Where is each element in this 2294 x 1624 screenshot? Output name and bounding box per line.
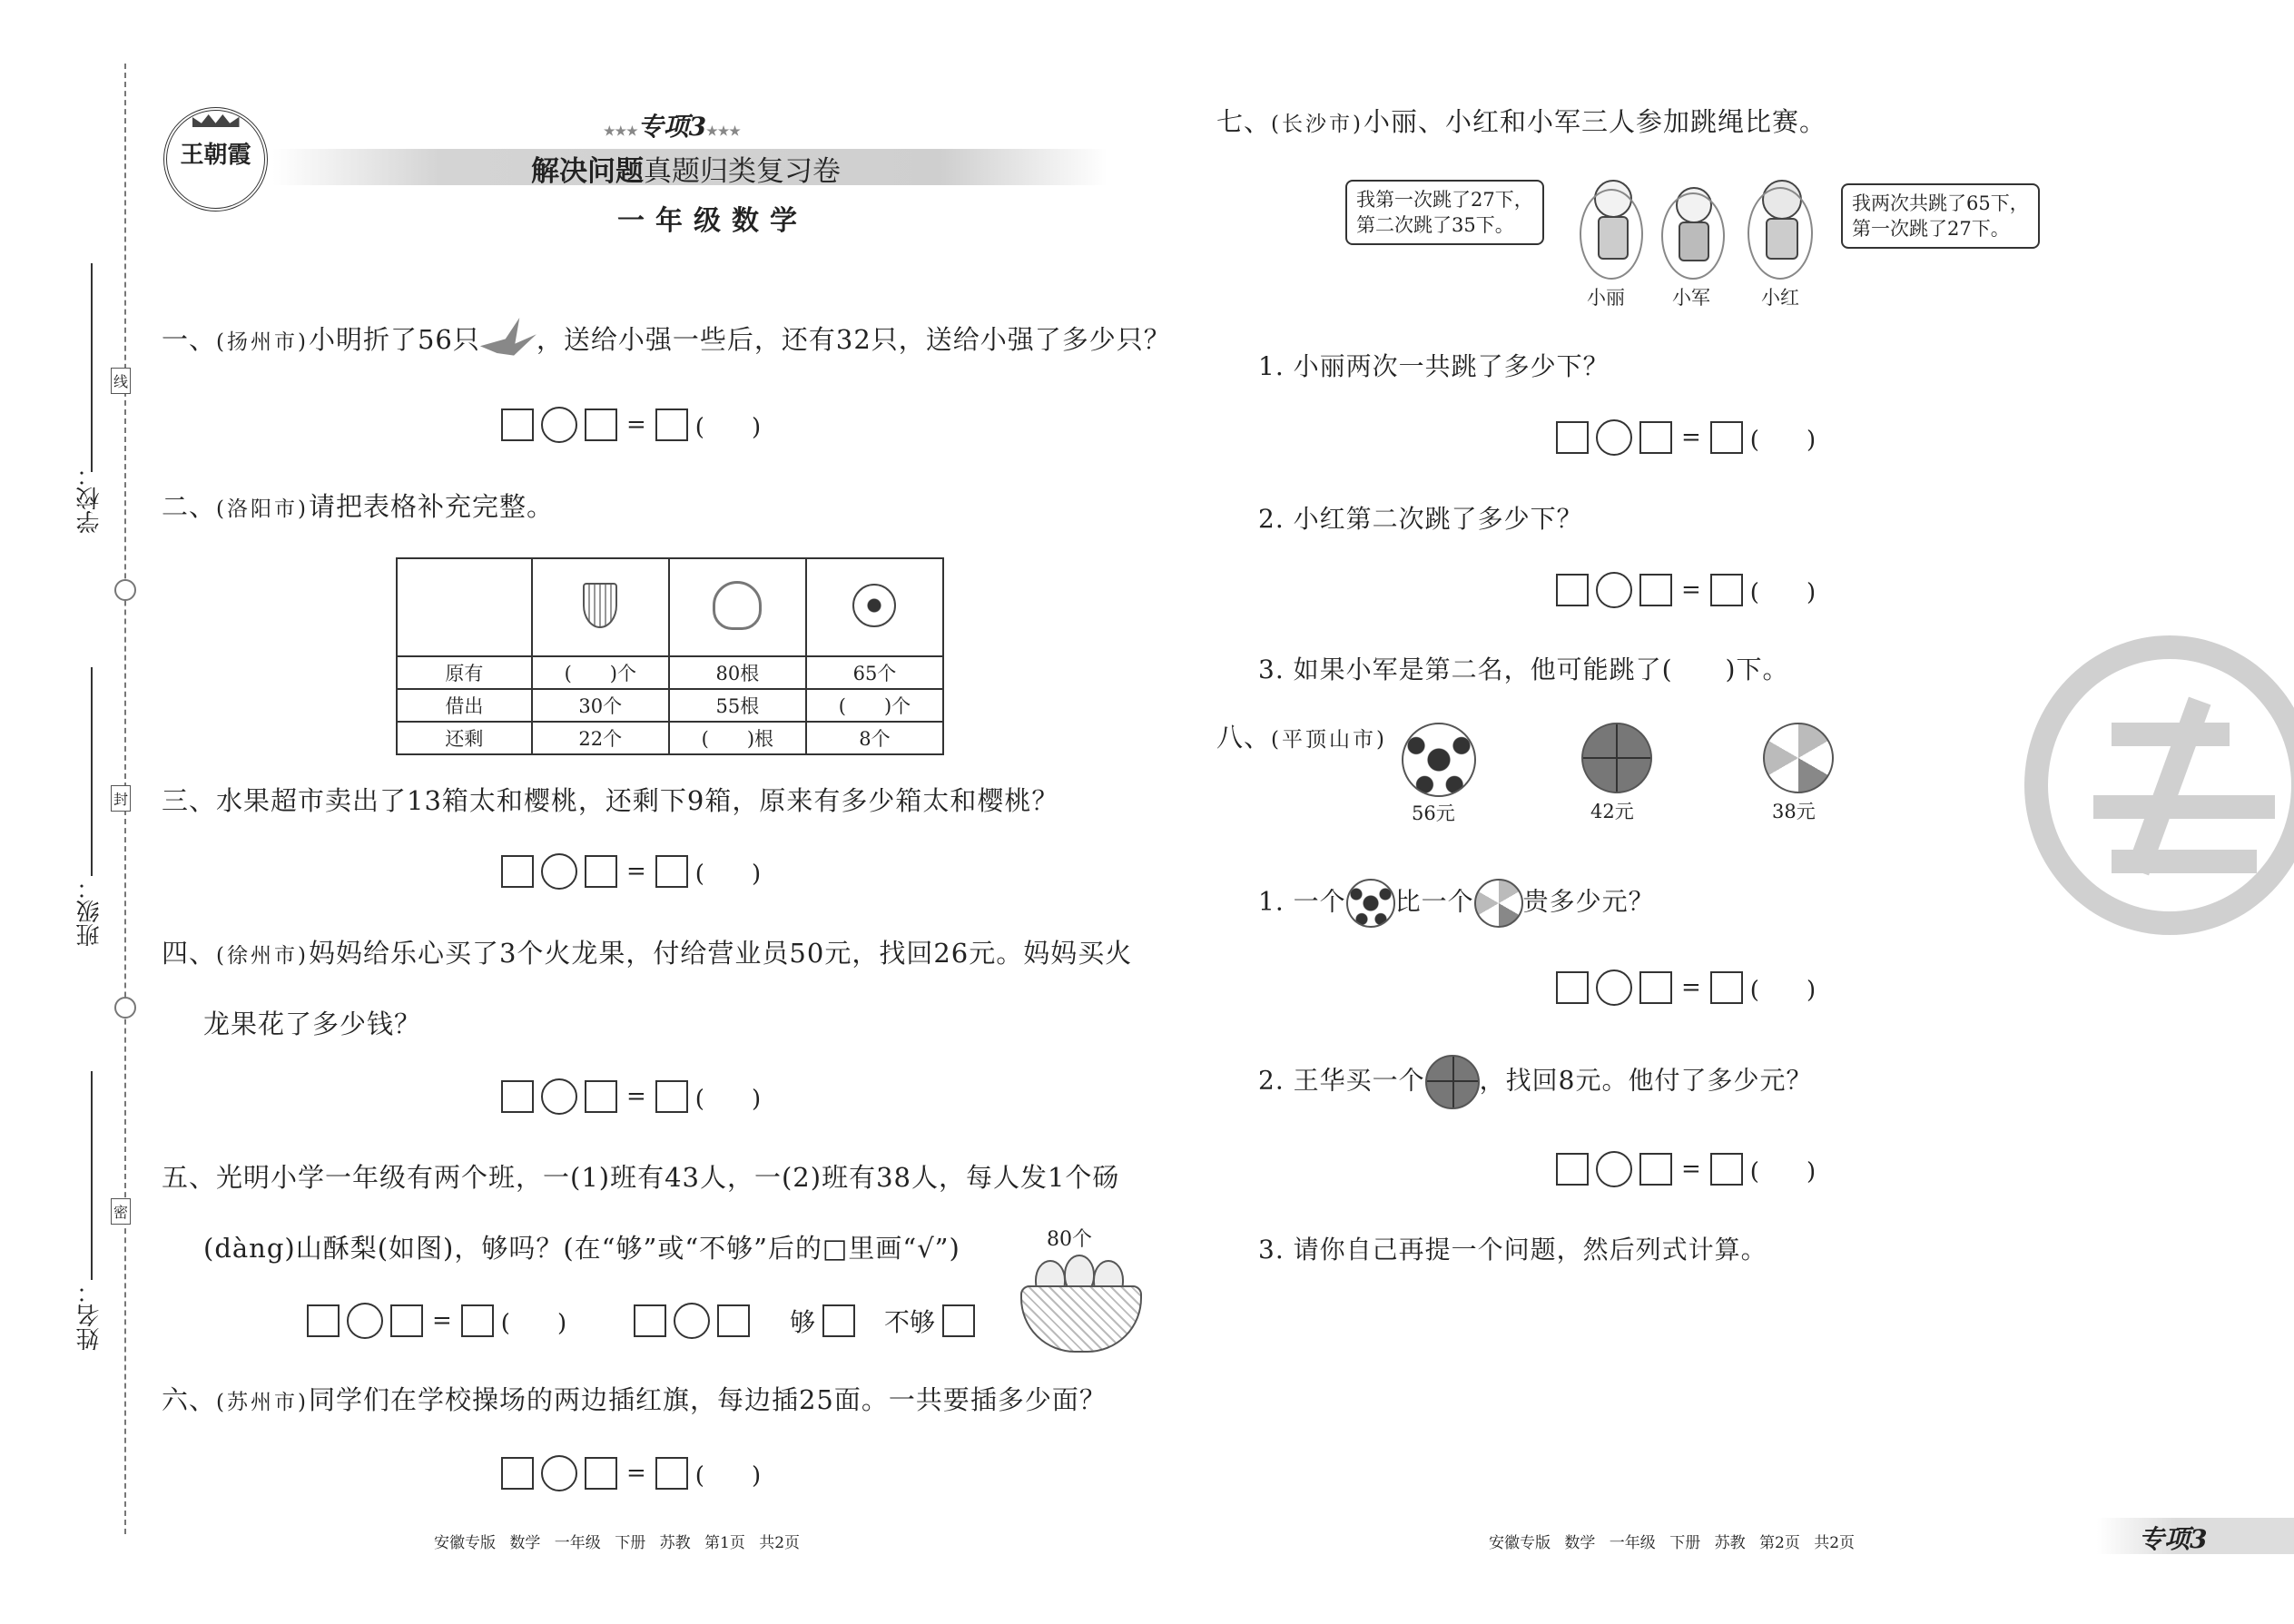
enough-checkbox[interactable] bbox=[822, 1304, 855, 1337]
kid-name-xiaoli: 小丽 bbox=[1587, 287, 1625, 309]
mark-line: 线 bbox=[111, 368, 131, 394]
q3-text: 三、水果超市卖出了13箱太和樱桃，还剩下9箱，原来有多少箱太和樱桃？ bbox=[162, 785, 1059, 816]
header-title: 解决问题真题归类复习卷 bbox=[531, 155, 841, 188]
answer-box[interactable] bbox=[1710, 1153, 1743, 1186]
q8-sub2: 2. 王华买一个 ，找回8元。他付了多少元？ bbox=[1258, 1055, 1812, 1109]
pear-basket-icon bbox=[1017, 1253, 1144, 1353]
header-grade: 一年级数学 bbox=[617, 205, 808, 237]
answer-box[interactable] bbox=[1710, 574, 1743, 606]
q4-equation: = ( ) bbox=[501, 1078, 761, 1115]
operator-circle[interactable] bbox=[674, 1303, 710, 1339]
answer-box[interactable] bbox=[1639, 1153, 1672, 1186]
unit-blank[interactable]: ( ) bbox=[694, 413, 762, 441]
basketball-icon bbox=[1581, 723, 1652, 793]
q8-text: 八、(平顶山市) bbox=[1216, 722, 1387, 753]
unit-blank[interactable]: ( ) bbox=[1749, 976, 1816, 1004]
q8-sub3: 3. 请你自己再提一个问题，然后列式计算。 bbox=[1258, 1235, 1767, 1265]
unit-blank[interactable]: ( ) bbox=[694, 860, 762, 888]
q7-sub3: 3. 如果小军是第二名，他可能跳了( )下。 bbox=[1258, 655, 1789, 684]
answer-box[interactable] bbox=[501, 408, 534, 441]
answer-box[interactable] bbox=[501, 855, 534, 888]
q6-equation: = ( ) bbox=[501, 1455, 761, 1491]
name-label: 姓名： bbox=[76, 1280, 103, 1351]
answer-box[interactable] bbox=[585, 1080, 617, 1113]
q1-equation: = ( ) bbox=[501, 407, 761, 443]
shuttlecock-icon bbox=[583, 583, 617, 628]
logo-emblem bbox=[163, 107, 268, 212]
q7-text: 七、(长沙市)小丽、小红和小军三人参加跳绳比赛。 bbox=[1216, 106, 1826, 137]
left-footer: 安徽专版 数学 一年级 下册 苏教 第1页 共2页 bbox=[434, 1534, 801, 1552]
answer-box[interactable] bbox=[655, 408, 688, 441]
basketball-icon bbox=[1425, 1055, 1480, 1109]
school-field[interactable] bbox=[91, 263, 93, 472]
answer-box[interactable] bbox=[390, 1304, 423, 1337]
operator-circle[interactable] bbox=[1596, 1151, 1632, 1187]
answer-box[interactable] bbox=[307, 1304, 340, 1337]
operator-circle[interactable] bbox=[1596, 969, 1632, 1006]
operator-circle[interactable] bbox=[541, 1455, 577, 1491]
operator-circle[interactable] bbox=[541, 1078, 577, 1115]
unit-blank[interactable]: ( ) bbox=[1749, 578, 1816, 606]
kid-name-xiaojun: 小军 bbox=[1672, 287, 1710, 309]
girl2-jumping-rope-icon bbox=[1748, 180, 1813, 280]
answer-box[interactable] bbox=[655, 855, 688, 888]
q2-text: 二、(洛阳市)请把表格补充完整。 bbox=[162, 491, 554, 522]
section-tab: 专项3 bbox=[2097, 1518, 2294, 1554]
operator-circle[interactable] bbox=[1596, 572, 1632, 608]
answer-box[interactable] bbox=[1710, 971, 1743, 1004]
q3-equation: = ( ) bbox=[501, 853, 761, 890]
operator-circle[interactable] bbox=[347, 1303, 383, 1339]
answer-box[interactable] bbox=[501, 1080, 534, 1113]
name-field[interactable] bbox=[91, 1071, 93, 1280]
answer-box[interactable] bbox=[655, 1080, 688, 1113]
price-football: 56元 bbox=[1412, 802, 1455, 824]
answer-box[interactable] bbox=[501, 1457, 534, 1490]
answer-box[interactable] bbox=[1556, 421, 1589, 454]
enough-label: 够 bbox=[790, 1307, 816, 1337]
q5-compare bbox=[634, 1303, 975, 1339]
table-row: 还剩 22个 ( )根 8个 bbox=[397, 722, 943, 754]
confidential-watermark-icon bbox=[2024, 635, 2294, 935]
table-header-shuttlecock bbox=[532, 558, 669, 656]
binding-hole-icon bbox=[114, 997, 136, 1019]
right-footer: 安徽专版 数学 一年级 下册 苏教 第2页 共2页 bbox=[1489, 1534, 1856, 1552]
star-icon: ★★★ bbox=[706, 124, 741, 139]
speech-bubble-xiaohong: 我两次共跳了65下， 第一次跳了27下。 bbox=[1841, 183, 2040, 249]
answer-box[interactable] bbox=[585, 855, 617, 888]
answer-box[interactable] bbox=[585, 1457, 617, 1490]
crown-icon bbox=[192, 114, 240, 127]
beach-ball-icon bbox=[1474, 879, 1523, 928]
unit-blank[interactable]: ( ) bbox=[694, 1085, 762, 1113]
unit-blank[interactable]: ( ) bbox=[1749, 1157, 1816, 1186]
table-row: 借出 30个 55根 ( )个 bbox=[397, 689, 943, 722]
answer-box[interactable] bbox=[717, 1304, 750, 1337]
basket-label: 80个 bbox=[1047, 1228, 1092, 1251]
table-row: 原有 ( )个 80根 65个 bbox=[397, 656, 943, 689]
answer-box[interactable] bbox=[1556, 574, 1589, 606]
q5-text-line2: (dàng)山酥梨(如图)，够吗？(在“够”或“不够”后的□里画“√”) bbox=[203, 1233, 960, 1264]
operator-circle[interactable] bbox=[1596, 419, 1632, 456]
q5-equation: = ( ) bbox=[307, 1303, 566, 1339]
football-icon bbox=[852, 584, 896, 627]
answer-box[interactable] bbox=[634, 1304, 666, 1337]
speech-bubble-xiaoli: 我第一次跳了27下， 第二次跳了35下。 bbox=[1345, 180, 1544, 245]
girl-jumping-rope-icon bbox=[1580, 180, 1643, 280]
q8-sub1-equation: = ( ) bbox=[1556, 969, 1816, 1006]
q6-text: 六、(苏州市)同学们在学校操场的两边插红旗，每边插25面。一共要插多少面？ bbox=[162, 1384, 1107, 1415]
answer-box[interactable] bbox=[1556, 971, 1589, 1004]
unit-blank[interactable]: ( ) bbox=[500, 1309, 567, 1337]
q1-text: 一、(扬州市)小明折了56只 ，送给小强一些后，还有32只，送给小强了多少只？ bbox=[162, 318, 1171, 365]
unit-blank[interactable]: ( ) bbox=[694, 1462, 762, 1490]
school-label: 学校： bbox=[76, 463, 103, 534]
not-enough-label: 不够 bbox=[884, 1307, 936, 1337]
q7-sub1-equation: = ( ) bbox=[1556, 419, 1816, 456]
logo-text: 王朝霞 bbox=[180, 142, 251, 169]
q4-text-line2: 龙果花了多少钱？ bbox=[203, 1009, 422, 1039]
q8-sub1: 1. 一个 比一个 贵多少元？ bbox=[1258, 879, 1655, 928]
table-header-football bbox=[806, 558, 943, 656]
jump-rope-icon bbox=[713, 581, 762, 630]
q8-sub2-equation: = ( ) bbox=[1556, 1151, 1816, 1187]
q7-sub1: 1. 小丽两次一共跳了多少下？ bbox=[1258, 351, 1610, 381]
answer-box[interactable] bbox=[461, 1304, 494, 1337]
football-icon bbox=[1346, 879, 1395, 928]
football-icon bbox=[1402, 723, 1476, 797]
not-enough-checkbox[interactable] bbox=[942, 1304, 975, 1337]
answer-box[interactable] bbox=[1639, 421, 1672, 454]
q5-text-line1: 五、光明小学一年级有两个班，一(1)班有43人，一(2)班有38人，每人发1个砀 bbox=[162, 1162, 1120, 1193]
price-beachball: 38元 bbox=[1772, 801, 1816, 822]
header-series: ★★★专项3★★★ bbox=[604, 112, 741, 142]
answer-box[interactable] bbox=[1639, 971, 1672, 1004]
boy-jumping-rope-icon bbox=[1661, 187, 1725, 281]
class-label: 班级： bbox=[76, 876, 103, 947]
mark-close: 密 bbox=[111, 1198, 131, 1225]
q7-sub2: 2. 小红第二次跳了多少下？ bbox=[1258, 504, 1583, 534]
star-icon: ★★★ bbox=[604, 124, 638, 139]
table-corner bbox=[397, 558, 532, 656]
q4-text-line1: 四、(徐州市)妈妈给乐心买了3个火龙果，付给营业员50元，找回26元。妈妈买火 bbox=[162, 938, 1133, 969]
class-field[interactable] bbox=[91, 667, 93, 876]
answer-box[interactable] bbox=[1639, 574, 1672, 606]
price-basketball: 42元 bbox=[1590, 801, 1634, 822]
paper-crane-icon bbox=[480, 318, 537, 365]
answer-box[interactable] bbox=[585, 408, 617, 441]
q7-sub2-equation: = ( ) bbox=[1556, 572, 1816, 608]
table-header-jumprope bbox=[669, 558, 806, 656]
mark-seal: 封 bbox=[111, 785, 131, 812]
answer-box[interactable] bbox=[1710, 421, 1743, 454]
beach-ball-icon bbox=[1763, 723, 1834, 793]
binding-hole-icon bbox=[114, 579, 136, 601]
operator-circle[interactable] bbox=[541, 853, 577, 890]
answer-box[interactable] bbox=[1556, 1153, 1589, 1186]
operator-circle[interactable] bbox=[541, 407, 577, 443]
q2-table bbox=[396, 557, 944, 755]
unit-blank[interactable]: ( ) bbox=[1749, 426, 1816, 454]
kid-name-xiaohong: 小红 bbox=[1761, 287, 1799, 309]
answer-box[interactable] bbox=[655, 1457, 688, 1490]
